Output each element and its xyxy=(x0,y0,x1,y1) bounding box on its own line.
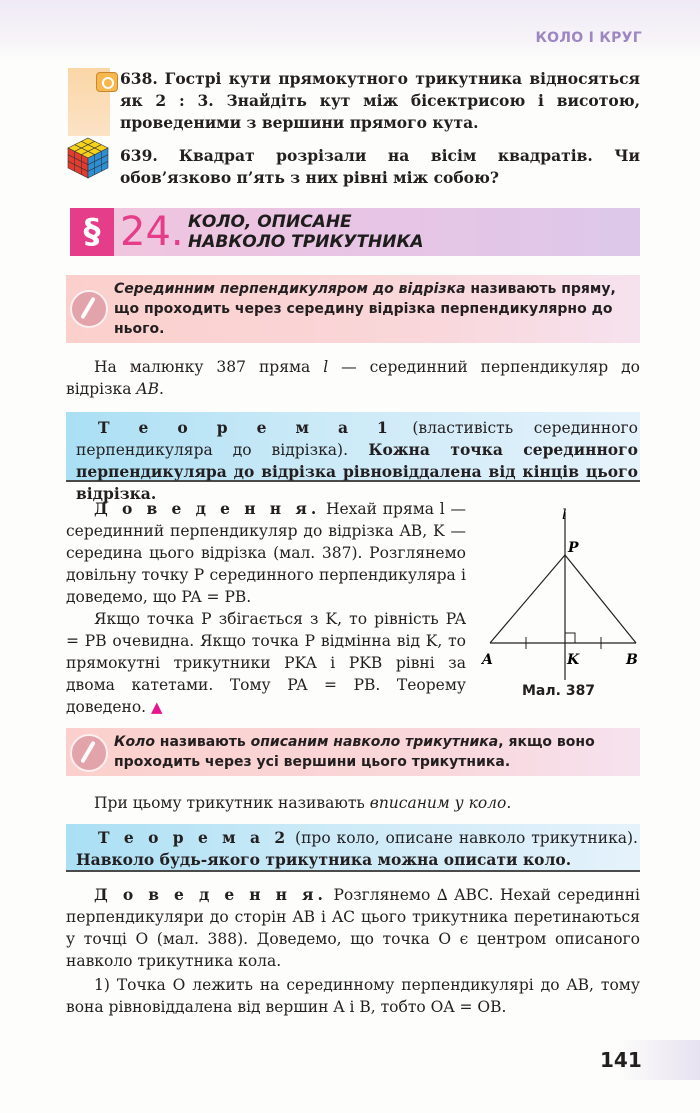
text-run: На малюнку 387 пряма xyxy=(94,358,324,376)
section-number: 24. xyxy=(120,209,184,255)
text-run: При цьому трикутник називають xyxy=(94,794,370,812)
proof-label: Д о в е д е н н я. xyxy=(94,499,321,518)
problem-text: Гострі кути прямокутного трикутника відносяться як 2 : 3. Знайдіть кут між бісектрисою і висотою, проведеними з вершини прямого кута. xyxy=(120,69,640,132)
section-title-line: НАВКОЛО ТРИКУТНИКА xyxy=(188,232,424,252)
figure-387 xyxy=(478,500,648,680)
proof-text: Нехай пряма l — серединний перпендикуляр до відрізка AB, K — середина цього відрізка (мал. 387). Розглянемо довільну точку P серединного перпендикуляра і доведемо, що PA = PB. xyxy=(66,500,466,606)
proof-2-paragraph-2 xyxy=(66,974,640,1018)
section-title-line: КОЛО, ОПИСАНЕ xyxy=(188,212,352,232)
theorem-label: Т е о р е м а 2 xyxy=(98,828,290,847)
figure-caption: Мал. 387 xyxy=(522,683,596,699)
definition-2-text xyxy=(114,732,634,772)
definition-term: Серединним перпендикуляром до відрізка xyxy=(114,281,466,297)
problem-number: 638. xyxy=(120,69,158,88)
definition-term: Коло xyxy=(114,734,155,750)
definition-pencil-icon xyxy=(70,734,108,772)
proof-text: Якщо точка P збігається з K, то рівність PA = PB очевидна. Якщо точка P відмінна від K, то прямокутні трикутники PKA і PKB рівні за двома катетами. Тому PA = PB. Теорему доведено. xyxy=(66,610,466,716)
theorem-1 xyxy=(76,417,638,505)
paragraph xyxy=(66,356,640,400)
section-title xyxy=(188,212,628,252)
proof-text: 1) Точка O лежить на серединному перпендикулярі до AB, тому вона рівновіддалена від вершин A і B, тобто OA = OB. xyxy=(66,976,640,1016)
theorem-note: (властивість серединного перпендикуляра до відрізка). xyxy=(76,419,639,459)
label-a: A xyxy=(482,652,493,668)
italic-term: вписаним у коло xyxy=(369,794,507,812)
proof-label: Д о в е д е н н я. xyxy=(94,885,327,904)
page-number: 141 xyxy=(600,1048,642,1072)
math-var: l xyxy=(323,358,329,376)
label-b: B xyxy=(626,652,638,668)
problem-text: Квадрат розрізали на вісім квадратів. Чи обов’язково п’ять з них рівні між собою? xyxy=(120,146,640,187)
theorem-note: (про коло, описане навколо трикутника). xyxy=(289,829,638,847)
math-var: AB xyxy=(136,380,160,398)
proof-text: Розглянемо ∆ ABC. Нехай серединні перпендикуляри до сторін AB і AC цього трикутника перетинаються у точці O (мал. 388). Доведемо, що точка O є центром описаного навколо трикутника кола. xyxy=(66,886,640,970)
definition-body: , якщо воно проходить через усі вершини цього трикутника. xyxy=(114,734,595,770)
segment-pa xyxy=(490,555,565,643)
theorem-statement: Кожна точка серединного перпендикуляра до відрізка рівновіддалена від кінців цього відрізка. xyxy=(76,440,638,503)
problem-number: 639. xyxy=(120,146,158,165)
definition-1-text xyxy=(114,279,634,339)
proof-2-paragraph-1 xyxy=(66,884,640,972)
section-sign-icon: § xyxy=(70,208,114,256)
right-angle-mark xyxy=(565,633,575,643)
text-run: . xyxy=(506,794,512,812)
label-k: K xyxy=(567,652,580,668)
end-of-proof-mark: ▲ xyxy=(151,698,163,716)
rubiks-cube-icon xyxy=(66,136,110,180)
definition-body: називають пряму, що проходить через середину відрізка перпендикулярно до нього. xyxy=(114,281,616,337)
theorem-label: Т е о р е м а 1 xyxy=(98,418,392,437)
theorem-statement: Навколо будь-якого трикутника можна описати коло. xyxy=(76,850,572,869)
label-p: P xyxy=(568,540,579,556)
text-run: — серединний перпендикуляр до відрізка xyxy=(66,358,640,398)
text-run: . xyxy=(159,380,164,398)
proof-1-paragraph-1 xyxy=(66,498,466,608)
proof-1-paragraph-2 xyxy=(66,608,466,718)
definition-pencil-icon xyxy=(70,290,108,328)
paragraph xyxy=(66,792,640,814)
problem-639 xyxy=(120,145,640,189)
definition-body: називають xyxy=(154,734,251,750)
segment-pb xyxy=(565,555,636,643)
difficulty-badge-icon xyxy=(96,72,118,92)
definition-term: описаним навколо трикутника xyxy=(250,734,499,750)
theorem-2 xyxy=(76,827,638,871)
running-header: КОЛО І КРУГ xyxy=(535,30,642,46)
problem-638 xyxy=(120,68,640,134)
label-l: l xyxy=(562,507,567,523)
